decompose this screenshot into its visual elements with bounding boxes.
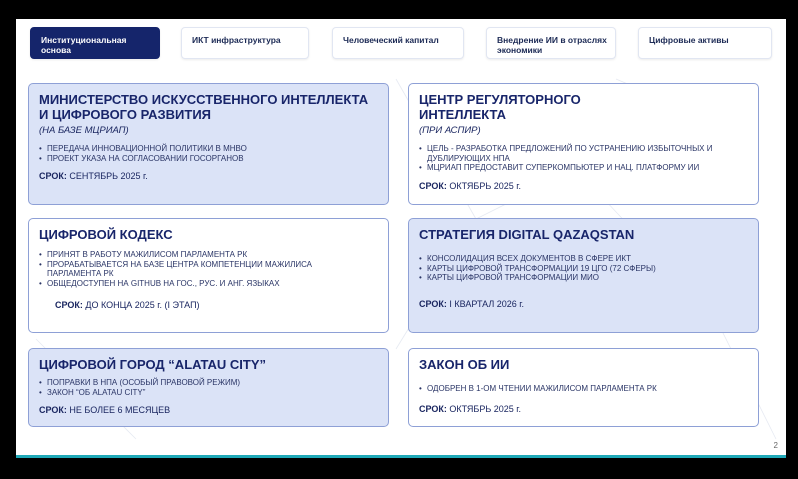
list-item: • ПЕРЕДАЧА ИННОВАЦИОННОЙ ПОЛИТИКИ В МНВО: [39, 144, 378, 154]
list-item: • КАРТЫ ЦИФРОВОЙ ТРАНСФОРМАЦИИ МИО: [419, 273, 748, 283]
tab-human-capital[interactable]: Человеческий капитал: [332, 27, 464, 59]
bullet-list: [39, 144, 378, 163]
list-item: • ЦЕЛЬ - РАЗРАБОТКА ПРЕДЛОЖЕНИЙ ПО УСТРАНЕНИЮ ИЗБЫТОЧНЫХ И ДУБЛИРУЮЩИХ НПА: [419, 144, 717, 163]
tab-institutional[interactable]: Институциональная основа: [30, 27, 160, 59]
card-ai-law: [408, 348, 759, 427]
deadline: СРОК: ОКТЯБРЬ 2025 г.: [419, 180, 521, 191]
card-digital-qazaqstan: [408, 218, 759, 333]
card-title: СТРАТЕГИЯ DIGITAL QAZAQSTAN: [419, 227, 635, 242]
card-subtitle: (ПРИ АСПИР): [419, 125, 481, 136]
list-item: • КОНСОЛИДАЦИЯ ВСЕХ ДОКУМЕНТОВ В СФЕРЕ ИКТ: [419, 254, 748, 264]
card-alatau-city: [28, 348, 389, 427]
list-item: • ПОПРАВКИ В НПА (ОСОБЫЙ ПРАВОВОЙ РЕЖИМ): [39, 378, 378, 388]
deadline: СРОК: СЕНТЯБРЬ 2025 г.: [39, 171, 148, 181]
card-regulatory-center: [408, 83, 759, 205]
list-item: • ОДОБРЕН В 1-ОМ ЧТЕНИИ МАЖИЛИСОМ ПАРЛАМЕНТА РК: [419, 384, 748, 394]
list-item: • КАРТЫ ЦИФРОВОЙ ТРАНСФОРМАЦИИ 19 ЦГО (72 СФЕРЫ): [419, 264, 748, 274]
card-title: ЦЕНТР РЕГУЛЯТОРНОГО ИНТЕЛЛЕКТА: [419, 92, 581, 122]
list-item: • ЗАКОН “ОБ ALATAU CITY”: [39, 388, 378, 398]
tab-ai-implementation[interactable]: Внедрение ИИ в отраслях экономики: [486, 27, 616, 59]
bullet-list: [419, 254, 748, 283]
tab-digital-assets[interactable]: Цифровые активы: [638, 27, 772, 59]
tab-bar: [30, 27, 772, 61]
list-item: • ПРОРАБАТЫВАЕТСЯ НА БАЗЕ ЦЕНТРА КОМПЕТЕНЦИИ МАЖИЛИСА ПАРЛАМЕНТА РК: [39, 260, 327, 279]
slide: [16, 19, 786, 456]
bottom-accent-bar: [16, 455, 786, 458]
card-ministry: [28, 83, 389, 205]
deadline: СРОК: ОКТЯБРЬ 2025 г.: [419, 403, 521, 414]
card-subtitle: (НА БАЗЕ МЦРИАП): [39, 125, 129, 136]
card-digital-code: [28, 218, 389, 333]
list-item: • МЦРИАП ПРЕДОСТАВИТ СУПЕРКОМПЬЮТЕР И НАЦ. ПЛАТФОРМУ ИИ: [419, 163, 748, 173]
bullet-list: [419, 144, 748, 173]
tab-ict-infrastructure[interactable]: ИКТ инфраструктура: [181, 27, 309, 59]
card-title: МИНИСТЕРСТВО ИСКУССТВЕННОГО ИНТЕЛЛЕКТА И ЦИФРОВОГО РАЗВИТИЯ: [39, 92, 369, 122]
card-title: ЦИФРОВОЙ ГОРОД “ALATAU CITY”: [39, 357, 267, 372]
card-title: ЗАКОН ОБ ИИ: [419, 357, 510, 372]
deadline: СРОК: I КВАРТАЛ 2026 г.: [419, 298, 524, 309]
list-item: • ПРИНЯТ В РАБОТУ МАЖИЛИСОМ ПАРЛАМЕНТА РК: [39, 250, 378, 260]
deadline: СРОК: ДО КОНЦА 2025 г. (I ЭТАП): [55, 300, 200, 310]
deadline: СРОК: НЕ БОЛЕЕ 6 МЕСЯЦЕВ: [39, 405, 171, 415]
bullet-list: [39, 378, 378, 397]
card-title: ЦИФРОВОЙ КОДЕКС: [39, 227, 173, 242]
list-item: • ПРОЕКТ УКАЗА НА СОГЛАСОВАНИИ ГОСОРГАНОВ: [39, 154, 378, 164]
list-item: • ОБЩЕДОСТУПЕН НА GITHUB НА ГОС., РУС. И АНГ. ЯЗЫКАХ: [39, 279, 378, 289]
page-number: 2: [773, 441, 778, 450]
bullet-list: [419, 384, 748, 394]
bullet-list: [39, 250, 378, 288]
